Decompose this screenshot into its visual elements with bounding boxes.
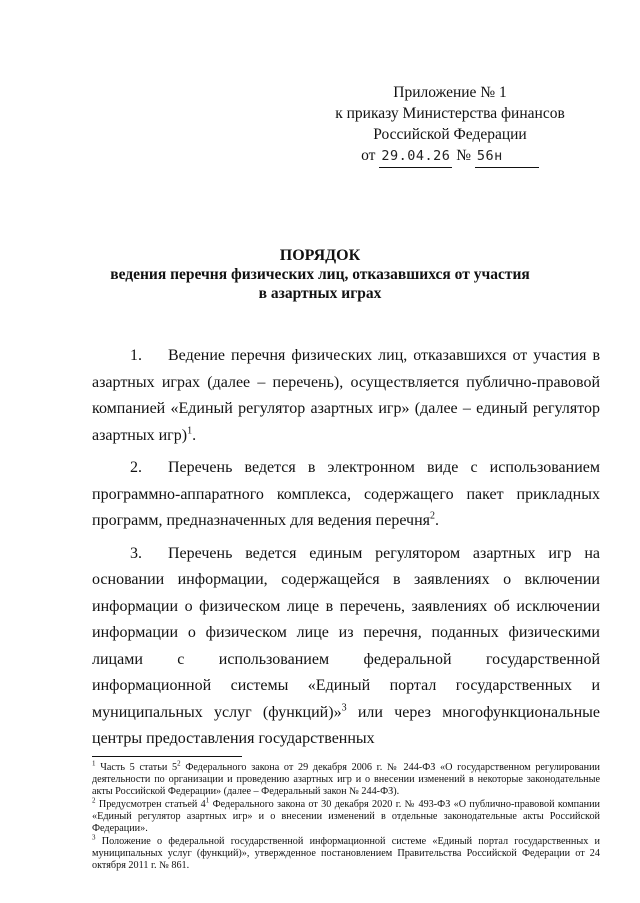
date-prefix: от xyxy=(361,147,376,164)
number-sign: № xyxy=(456,147,472,164)
appendix-header xyxy=(300,82,600,168)
footnote-text: Федерального закона от 29 декабря 2006 г. № 244-ФЗ «О государственном регулировании деятельности по организации и проведению азартных игр и о внесении изменений в некоторые законодательные акты Российской Федерации» (далее – Федеральный закон № 244-ФЗ). xyxy=(92,762,601,797)
order-number: 56н xyxy=(476,148,503,164)
paragraph-number: 1. xyxy=(130,347,142,364)
paragraph-text: Перечень ведется в электронном виде с использованием программно-аппаратного комплекса, содержащего пакет прикладных программ, предназначенных для ведения перечня xyxy=(92,459,600,529)
footnote-number: 1 xyxy=(92,759,96,768)
document-body xyxy=(92,343,600,759)
paragraph-tail: . xyxy=(192,426,197,444)
footnote-text: Часть 5 статьи 5 xyxy=(100,762,178,773)
country-line: Российской Федерации xyxy=(373,126,527,143)
footnote-ref: 2 xyxy=(430,510,435,522)
paragraph xyxy=(92,541,600,753)
footnote-text: Федерального закона от 30 декабря 2020 г. № 493-ФЗ «О публично-правовой компании «Единый регулятор азартных игр» и о внесении изменений в отдельные законодательные акты Российской Федерации». xyxy=(92,799,601,834)
paragraph-text: Перечень ведется единым регулятором азартных игр на основании информации, содержащейся в заявлениях о включении информации о физическом лице в перечень, заявлениях об исключении информации о физическом лице из перечня, поданных физическими лицами с использованием федеральной государственной информационной системы «Единый портал государственных и муниципальных услуг (функций)» xyxy=(92,544,600,721)
title-line-2: ведения перечня физических лиц, отказавшихся от участия xyxy=(110,266,530,283)
footnote-number: 3 xyxy=(92,833,96,842)
footnotes xyxy=(92,759,601,873)
footnote-ref: 1 xyxy=(187,425,193,437)
paragraph-tail: . xyxy=(435,512,439,529)
title-line-1: ПОРЯДОК xyxy=(279,247,361,264)
footnote-text-sup: 1 xyxy=(205,796,210,805)
footnote-text: Положение о федеральной государственной информационной системе «Единый портал государственных и муниципальных услуг (функций)», утвержденное постановлением Правительства Российской Федерации от 24 октября 2011 г. № 861. xyxy=(92,836,600,871)
paragraph-number: 2. xyxy=(130,459,142,476)
footnote-text: Предусмотрен статьей 4 xyxy=(98,799,206,810)
paragraph-number: 3. xyxy=(130,544,142,562)
date-number-line xyxy=(300,145,600,168)
footnote-divider xyxy=(92,756,242,757)
footnote-number: 2 xyxy=(92,796,96,805)
footnote xyxy=(92,796,601,835)
footnote xyxy=(92,833,600,872)
order-line: к приказу Министерства финансов xyxy=(335,105,565,122)
paragraph xyxy=(92,455,600,535)
appendix-line: Приложение № 1 xyxy=(393,84,507,101)
footnote xyxy=(92,759,601,798)
paragraph-text: Ведение перечня физических лиц, отказавшихся от участия в азартных играх (далее – перечень), осуществляется публично-правовой компанией «Единый регулятор азартных игр» (далее – единый регулятор азартных игр) xyxy=(92,347,600,444)
paragraph xyxy=(92,343,600,449)
order-date: 29.04.26 xyxy=(381,148,451,164)
footnote-ref: 3 xyxy=(341,702,347,714)
title-line-3: в азартных играх xyxy=(258,285,382,302)
document-title xyxy=(0,246,640,303)
paragraph-tail: или через многофункциональные центры предоставления государственных xyxy=(92,703,600,747)
footnote-text-sup: 2 xyxy=(177,759,181,768)
